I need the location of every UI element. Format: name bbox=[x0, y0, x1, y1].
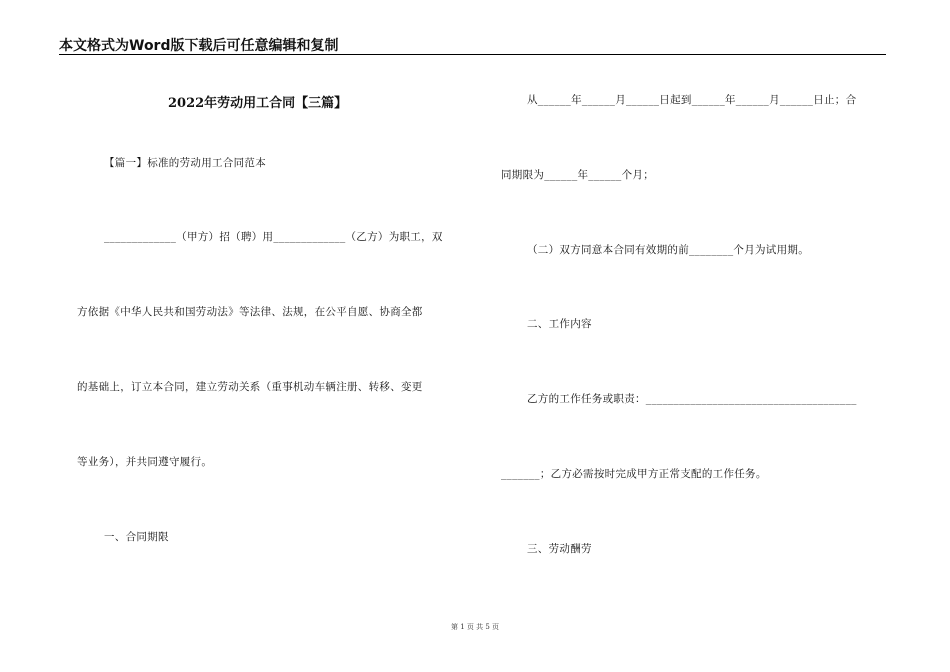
section-heading-work-content: 二、工作内容 bbox=[527, 318, 592, 330]
paragraph-line: 方依据《中华人民共和国劳动法》等法律、法规，在公平自愿、协商全都 bbox=[77, 306, 423, 318]
paragraph-line: 乙方的工作任务或职责：______________________________________ bbox=[527, 393, 857, 405]
paragraph-line: _______；乙方必需按时完成甲方正常支配的工作任务。 bbox=[501, 468, 767, 480]
page-header bbox=[59, 34, 886, 55]
document-title: 2022年劳动用工合同【三篇】 bbox=[168, 96, 348, 111]
paragraph-line: 同期限为______年______个月； bbox=[501, 169, 654, 181]
paragraph-line: 的基础上，订立本合同，建立劳动关系（重事机动车辆注册、转移、变更 bbox=[77, 381, 423, 393]
paragraph-line: 等业务），并共同遵守履行。 bbox=[77, 456, 213, 468]
paragraph-line: 从______年______月______日起到______年______月______日止；合 bbox=[527, 94, 857, 106]
section-heading-part-one: 【篇一】标准的劳动用工合同范本 bbox=[104, 157, 266, 169]
paragraph-line: _____________（甲方）招（聘）用_____________（乙方）为职工，双 bbox=[104, 231, 443, 243]
page-footer: 第 1 页 共 5 页 bbox=[450, 623, 500, 631]
paragraph-line: （二）双方同意本合同有效期的前________个月为试用期。 bbox=[527, 244, 809, 256]
section-heading-remuneration: 三、劳动酬劳 bbox=[527, 543, 592, 555]
header-text: 本文格式为Word版下载后可任意编辑和复制 bbox=[59, 38, 339, 54]
section-heading-contract-term: 一、合同期限 bbox=[104, 531, 169, 543]
